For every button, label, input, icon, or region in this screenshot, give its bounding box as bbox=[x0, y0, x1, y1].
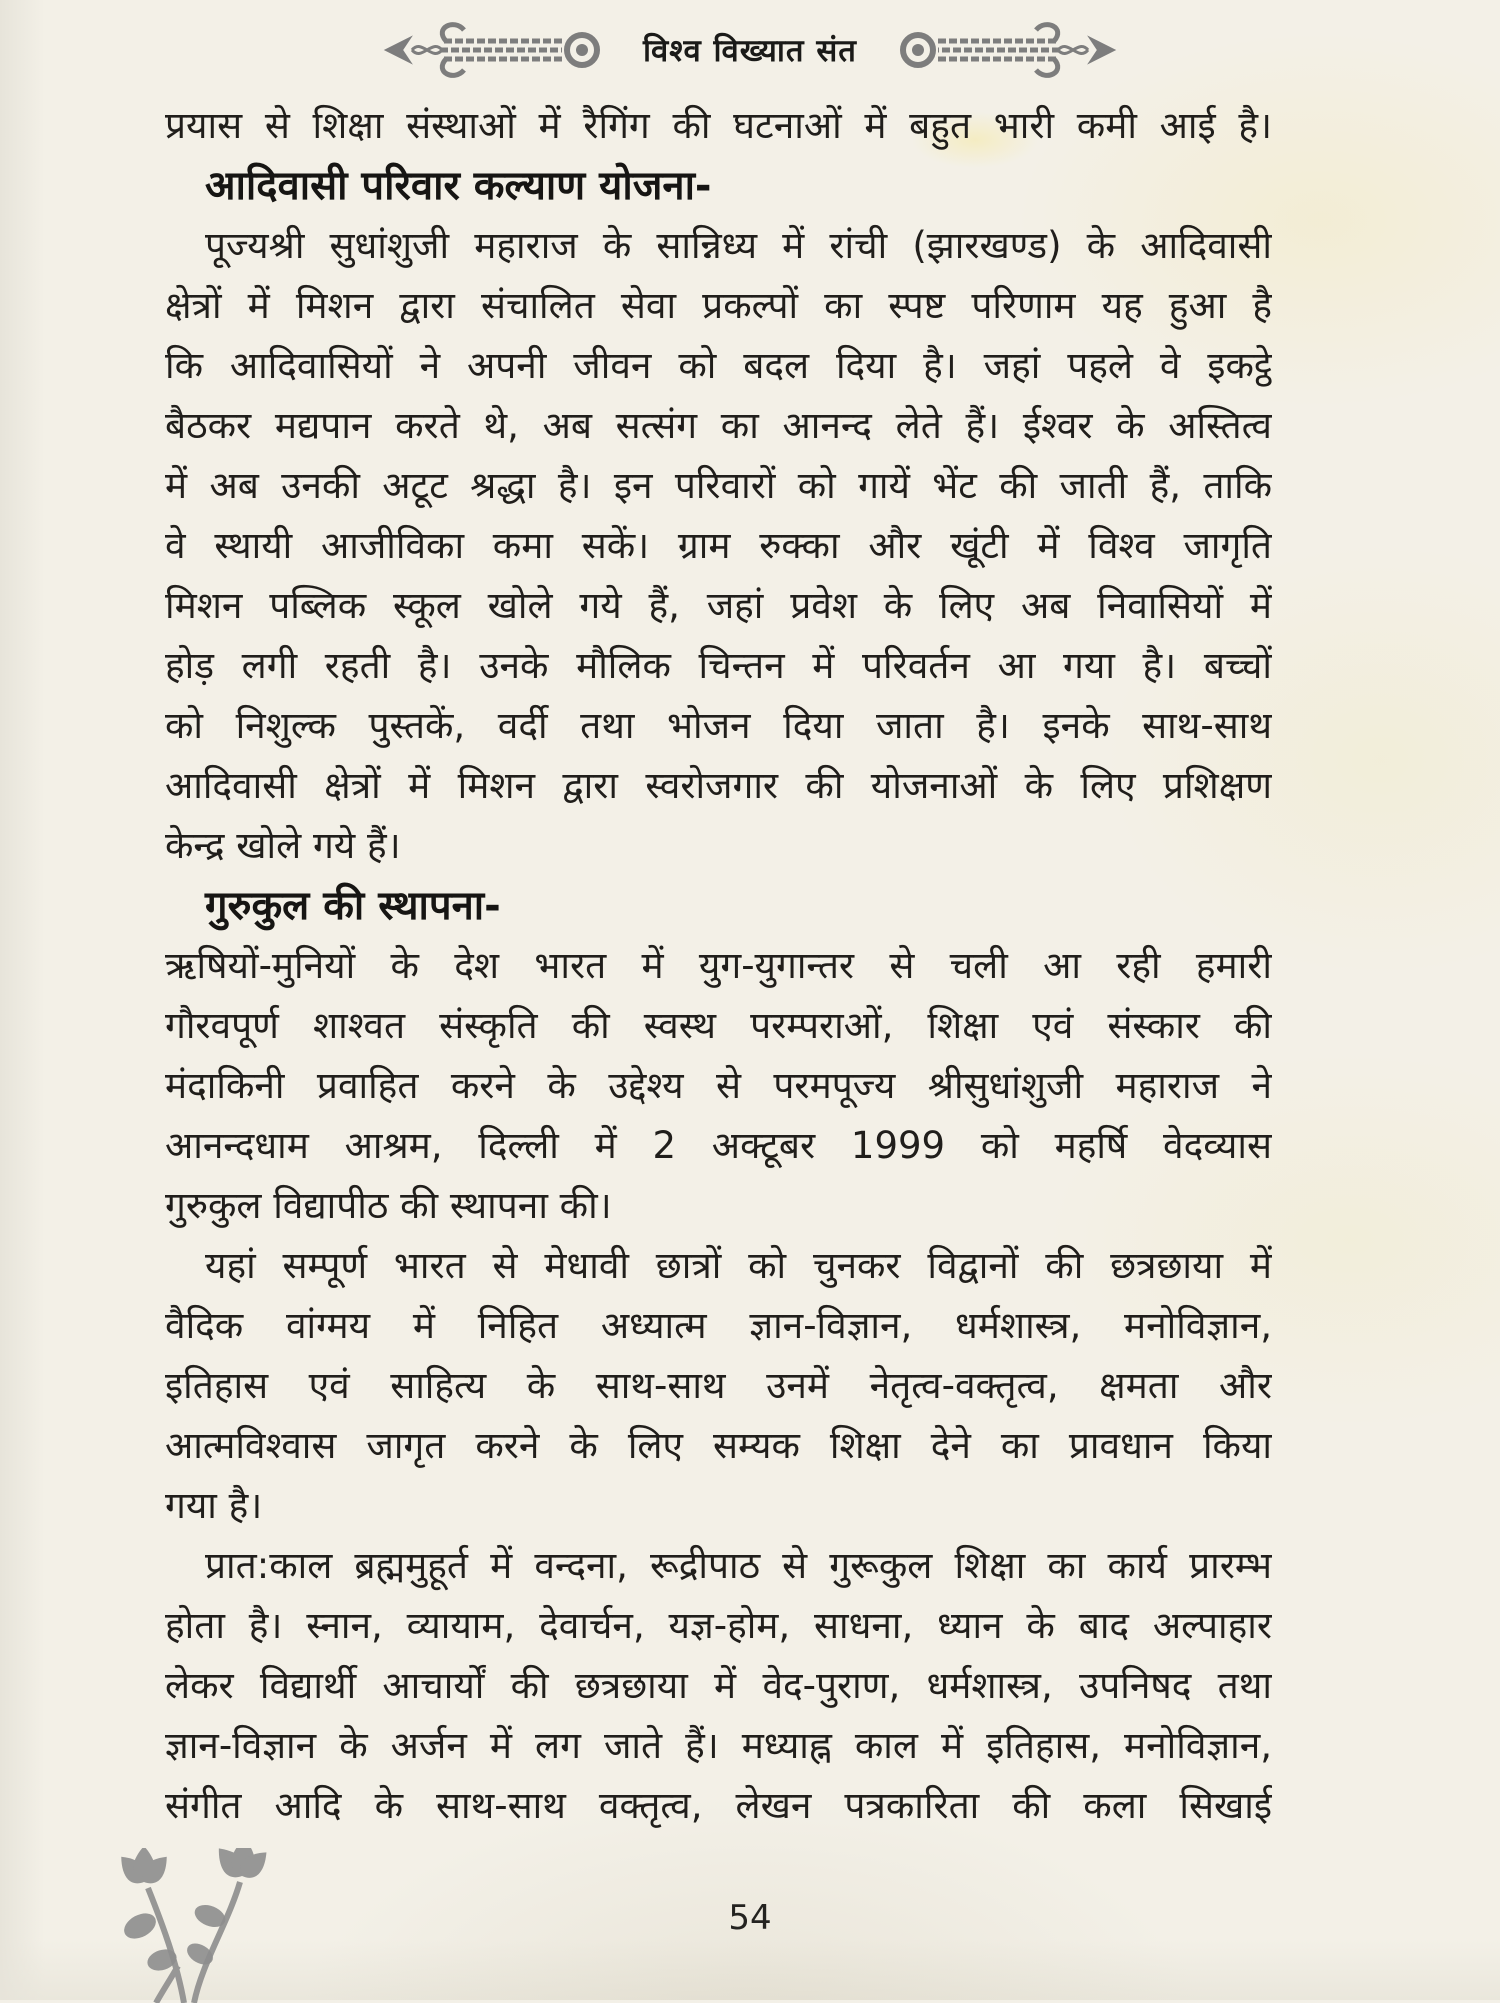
text-line: कि आदिवासियों ने अपनी जीवन को बदल दिया है। जहां पहले वे इकट्ठे bbox=[165, 344, 1272, 387]
text-line: इतिहास एवं साहित्य के साथ-साथ उनमें नेतृत्व-वक्तृत्व, क्षमता और bbox=[165, 1364, 1272, 1407]
text-line: बैठकर मद्यपान करते थे, अब सत्संग का आनन्द लेते हैं। ईश्वर के अस्तित्व bbox=[165, 404, 1272, 447]
text-line: संगीत आदि के साथ-साथ वक्तृत्व, लेखन पत्रकारिता की कला सिखाई bbox=[165, 1784, 1272, 1827]
text-line: वैदिक वांग्मय में निहित अध्यात्म ज्ञान-विज्ञान, धर्मशास्त्र, मनोविज्ञान, bbox=[165, 1304, 1272, 1347]
text-line: ऋषियों-मुनियों के देश भारत में युग-युगान्तर से चली आ रही हमारी bbox=[165, 944, 1272, 987]
text-line: ज्ञान-विज्ञान के अर्जन में लग जाते हैं। मध्याह्न काल में इतिहास, मनोविज्ञान, bbox=[165, 1724, 1272, 1767]
page-number: 54 bbox=[728, 1898, 772, 1938]
text-line: आनन्दधाम आश्रम, दिल्ली में 2 अक्टूबर 1999 को महर्षि वेदव्यास bbox=[165, 1124, 1272, 1167]
text-line: प्रात:काल ब्रह्ममुहूर्त में वन्दना, रूद्रीपाठ से गुरूकुल शिक्षा का कार्य प्रारम्भ bbox=[205, 1544, 1272, 1587]
text-line: केन्द्र खोले गये हैं। bbox=[165, 824, 401, 867]
text-line: आदिवासी क्षेत्रों में मिशन द्वारा स्वरोजगार की योजनाओं के लिए प्रशिक्षण bbox=[165, 764, 1272, 807]
text-line: को निशुल्क पुस्तकें, वर्दी तथा भोजन दिया जाता है। इनके साथ-साथ bbox=[165, 704, 1272, 747]
page-text bbox=[165, 96, 1272, 1836]
page-header-title: विश्व विख्यात संत bbox=[643, 33, 857, 69]
text-line: गया है। bbox=[165, 1484, 263, 1527]
text-line: आत्मविश्वास जागृत करने के लिए सम्यक शिक्षा देने का प्रावधान किया bbox=[165, 1424, 1272, 1467]
header-ornament-left-icon bbox=[382, 20, 617, 80]
text-line: क्षेत्रों में मिशन द्वारा संचालित सेवा प्रकल्पों का स्पष्ट परिणाम यह हुआ है bbox=[165, 284, 1272, 327]
text-line: होड़ लगी रहती है। उनके मौलिक चिन्तन में परिवर्तन आ गया है। बच्चों bbox=[165, 644, 1272, 687]
text-line: मिशन पब्लिक स्कूल खोले गये हैं, जहां प्रवेश के लिए अब निवासियों में bbox=[165, 584, 1272, 627]
text-line: यहां सम्पूर्ण भारत से मेधावी छात्रों को चुनकर विद्वानों की छत्रछाया में bbox=[205, 1244, 1272, 1287]
text-line: गौरवपूर्ण शाश्वत संस्कृति की स्वस्थ परम्पराओं, शिक्षा एवं संस्कार की bbox=[165, 1004, 1272, 1047]
text-line: गुरुकुल विद्यापीठ की स्थापना की। bbox=[165, 1184, 612, 1227]
text-line: प्रयास से शिक्षा संस्थाओं में रैगिंग की घटनाओं में बहुत भारी कमी आई है। bbox=[165, 104, 1272, 147]
section-heading: आदिवासी परिवार कल्याण योजना- bbox=[205, 163, 712, 209]
text-line: होता है। स्नान, व्यायाम, देवार्चन, यज्ञ-होम, साधना, ध्यान के बाद अल्पाहार bbox=[165, 1604, 1272, 1647]
text-line: लेकर विद्यार्थी आचार्यों की छत्रछाया में वेद-पुराण, धर्मशास्त्र, उपनिषद तथा bbox=[165, 1664, 1272, 1707]
section-heading: गुरुकुल की स्थापना- bbox=[205, 883, 501, 929]
text-line: मंदाकिनी प्रवाहित करने के उद्देश्य से परमपूज्य श्रीसुधांशुजी महाराज ने bbox=[165, 1064, 1272, 1107]
text-line: में अब उनकी अटूट श्रद्धा है। इन परिवारों को गायें भेंट की जाती हैं, ताकि bbox=[165, 464, 1272, 507]
page-header bbox=[0, 20, 1500, 80]
text-line: वे स्थायी आजीविका कमा सकें। ग्राम रुक्का और खूंटी में विश्व जागृति bbox=[165, 524, 1272, 567]
text-line: पूज्यश्री सुधांशुजी महाराज के सान्निध्य में रांची (झारखण्ड) के आदिवासी bbox=[205, 224, 1272, 267]
header-ornament-right-icon bbox=[883, 20, 1118, 80]
